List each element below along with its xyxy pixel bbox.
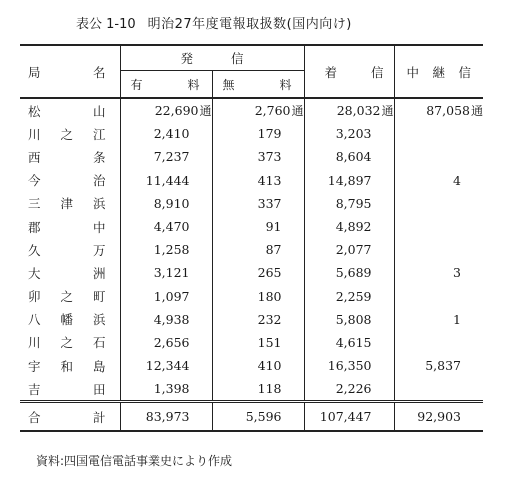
station-cell [20, 308, 120, 331]
station-name-char: 島 [92, 358, 106, 374]
header-paid-char: 有 [130, 77, 143, 92]
header-outgoing-char: 信 [230, 51, 244, 66]
station-name-char: 松 [28, 103, 41, 119]
header-station-char: 局 [28, 64, 41, 80]
free-cell: 179 [212, 122, 304, 145]
free-cell: 413 [212, 169, 304, 192]
incoming-cell: 2,077 [304, 238, 394, 261]
paid-cell: 4,470 [120, 215, 212, 238]
relay-cell [394, 285, 483, 308]
station-name-char: 津 [60, 196, 73, 212]
header-outgoing-char: 発 [180, 51, 194, 66]
header-incoming-char: 信 [370, 64, 384, 80]
unit-label: 通 [381, 104, 394, 119]
station-name-char: 町 [92, 289, 106, 305]
incoming-cell: 4,892 [304, 215, 394, 238]
station-name-char: 石 [92, 335, 106, 351]
header-relay-char: 継 [432, 64, 445, 80]
table-row [20, 238, 483, 261]
header-free-char: 料 [279, 77, 292, 92]
relay-cell [394, 122, 483, 145]
station-cell [20, 215, 120, 238]
table-row [20, 122, 483, 145]
total-paid: 83,973 [120, 402, 212, 432]
incoming-cell: 16,350 [304, 354, 394, 377]
station-cell [20, 331, 120, 354]
total-incoming: 107,447 [304, 402, 394, 432]
total-free: 5,596 [212, 402, 304, 432]
station-cell [20, 285, 120, 308]
header-outgoing [120, 45, 304, 71]
table-row [20, 98, 483, 122]
unit-label: 通 [291, 104, 304, 119]
relay-cell: 1 [394, 308, 483, 331]
station-cell [20, 192, 120, 215]
table-row [20, 145, 483, 168]
relay-cell [394, 145, 483, 168]
relay-cell [394, 238, 483, 261]
paid-cell: 2,410 [120, 122, 212, 145]
incoming-cell: 3,203 [304, 122, 394, 145]
station-name-char: 之 [60, 335, 73, 351]
header-incoming [304, 45, 394, 98]
table-row [20, 261, 483, 284]
total-label-char: 計 [92, 409, 106, 425]
unit-label: 通 [199, 104, 212, 119]
incoming-cell: 2,259 [304, 285, 394, 308]
station-name-char: 浜 [92, 196, 106, 212]
incoming-cell: 28,032通 [304, 98, 394, 122]
table-row [20, 285, 483, 308]
station-cell [20, 169, 120, 192]
free-cell: 91 [212, 215, 304, 238]
station-name-char: 中 [92, 219, 106, 235]
total-label [20, 402, 120, 432]
table-row [20, 215, 483, 238]
free-cell: 337 [212, 192, 304, 215]
header-paid [120, 71, 212, 99]
free-cell: 87 [212, 238, 304, 261]
paid-cell: 8,910 [120, 192, 212, 215]
station-name-char: 田 [92, 381, 106, 397]
relay-cell: 3 [394, 261, 483, 284]
station-name-char: 吉 [28, 381, 41, 397]
station-name-char: 和 [60, 358, 73, 374]
incoming-cell: 2,226 [304, 377, 394, 402]
total-row [20, 402, 483, 432]
header-station [20, 45, 120, 98]
incoming-cell: 14,897 [304, 169, 394, 192]
station-cell [20, 354, 120, 377]
free-cell: 410 [212, 354, 304, 377]
incoming-cell: 8,795 [304, 192, 394, 215]
station-name-char: 宇 [28, 358, 41, 374]
paid-cell: 2,656 [120, 331, 212, 354]
free-cell: 265 [212, 261, 304, 284]
total-relay: 92,903 [394, 402, 483, 432]
source-note: 資料:四国電信電話事業史により作成 [36, 454, 233, 468]
free-cell: 373 [212, 145, 304, 168]
free-cell: 151 [212, 331, 304, 354]
table-row [20, 377, 483, 402]
relay-cell [394, 377, 483, 402]
relay-cell [394, 192, 483, 215]
paid-cell: 4,938 [120, 308, 212, 331]
incoming-cell: 8,604 [304, 145, 394, 168]
station-name-char: 洲 [92, 265, 106, 281]
station-name-char: 万 [92, 242, 106, 258]
header-station-char: 名 [92, 64, 106, 80]
unit-label: 通 [470, 104, 483, 119]
total-label-char: 合 [28, 409, 41, 425]
table-number: 表公 1-10 [76, 17, 136, 32]
paid-cell: 1,097 [120, 285, 212, 308]
paid-cell: 22,690通 [120, 98, 212, 122]
telegram-table [20, 44, 483, 432]
station-name-char: 江 [92, 126, 106, 142]
station-name-char: 幡 [60, 312, 73, 328]
table-row [20, 192, 483, 215]
station-name-char: 治 [92, 173, 106, 189]
paid-cell: 1,398 [120, 377, 212, 402]
station-name-char: 久 [28, 242, 41, 258]
station-cell [20, 377, 120, 402]
station-name-char: 八 [28, 312, 41, 328]
relay-cell: 5,837 [394, 354, 483, 377]
header-paid-char: 料 [187, 77, 200, 92]
free-cell: 118 [212, 377, 304, 402]
station-name-char: 大 [28, 265, 41, 281]
free-cell: 2,760通 [212, 98, 304, 122]
station-name-char: 今 [28, 173, 41, 189]
header-free-char: 無 [222, 77, 235, 92]
relay-cell: 4 [394, 169, 483, 192]
station-name-char: 之 [60, 126, 73, 142]
table-row [20, 331, 483, 354]
table-row [20, 169, 483, 192]
station-name-char: 山 [92, 103, 106, 119]
relay-cell: 87,058通 [394, 98, 483, 122]
station-name-char: 川 [28, 335, 41, 351]
header-relay-char: 信 [458, 64, 471, 80]
station-name-char: 之 [60, 289, 73, 305]
paid-cell: 3,121 [120, 261, 212, 284]
station-name-char: 浜 [92, 312, 106, 328]
relay-cell [394, 331, 483, 354]
incoming-cell: 5,689 [304, 261, 394, 284]
station-name-char: 条 [92, 149, 106, 165]
station-name-char: 西 [28, 149, 41, 165]
station-cell [20, 122, 120, 145]
station-cell [20, 261, 120, 284]
station-name-char: 郡 [28, 219, 41, 235]
free-cell: 232 [212, 308, 304, 331]
paid-cell: 12,344 [120, 354, 212, 377]
station-name-char: 三 [28, 196, 41, 212]
header-relay [394, 45, 483, 98]
incoming-cell: 4,615 [304, 331, 394, 354]
table-caption: 明治27年度電報取扱数(国内向け) [147, 17, 352, 32]
paid-cell: 11,444 [120, 169, 212, 192]
station-name-char: 川 [28, 126, 41, 142]
header-incoming-char: 着 [324, 64, 338, 80]
header-free [212, 71, 304, 99]
paid-cell: 7,237 [120, 145, 212, 168]
station-name-char: 卯 [28, 289, 41, 305]
header-relay-char: 中 [406, 64, 420, 80]
table-title [76, 13, 352, 32]
table-row [20, 354, 483, 377]
station-cell [20, 98, 120, 122]
station-cell [20, 145, 120, 168]
paid-cell: 1,258 [120, 238, 212, 261]
station-cell [20, 238, 120, 261]
table-row [20, 308, 483, 331]
free-cell: 180 [212, 285, 304, 308]
incoming-cell: 5,808 [304, 308, 394, 331]
relay-cell [394, 215, 483, 238]
